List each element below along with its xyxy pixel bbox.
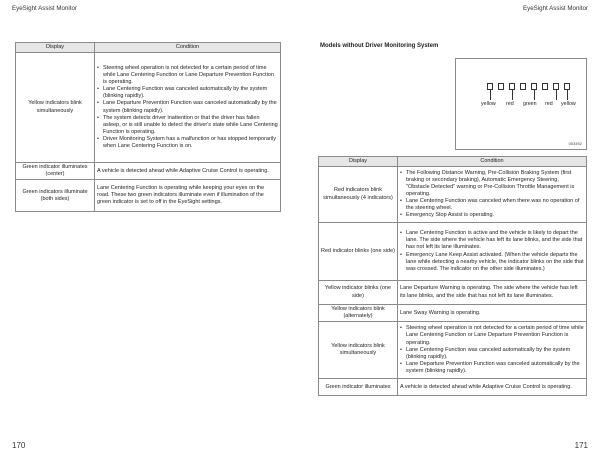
condition-cell: [95, 53, 281, 163]
condition-item: • Emergency Lane Keep Assist activated. (When the vehicle departs the lane while detecting a nearby vehicle, the indicator blinks on the side that was crossed. The indicator on the other side illuminates.): [400, 252, 584, 273]
condition-item: • Lane Departure Prevention Function was canceled automatically by the system (blinking rapidly).: [97, 100, 278, 114]
display-cell: Yellow indicator blinks (one side): [319, 281, 398, 305]
display-cell: Red indicators blink simultaneously (4 indicators): [319, 167, 398, 223]
display-cell: Yellow indicators blink simultaneously: [319, 322, 398, 379]
indicator-label-red: red: [545, 101, 553, 107]
condition-item: • Driver Monitoring System has a malfunction or has stopped temporarily when Lane Centering Function is on.: [97, 136, 278, 150]
column-header-condition: Condition: [95, 43, 281, 53]
section-title: Models without Driver Monitoring System: [320, 43, 439, 49]
condition-item: • Lane Departure Prevention Function was canceled automatically by the system (blinking rapidly).: [400, 361, 584, 375]
condition-cell: A vehicle is detected ahead while Adaptive Cruise Control is operating.: [398, 379, 587, 396]
display-cell: Green indicator illuminates (center): [16, 163, 95, 180]
condition-item: • Lane Centering Function was canceled when there was no operation of the steering wheel.: [400, 198, 584, 212]
right-page-number: 171: [574, 441, 588, 450]
display-cell: Green indicators illuminate (both sides): [16, 180, 95, 212]
table-header-row: [16, 43, 281, 53]
red-indicator-lamp: [553, 83, 559, 90]
table-row: [319, 223, 587, 281]
column-header-display: Display: [319, 157, 398, 167]
red-indicator-lamp: [542, 83, 548, 90]
condition-item: • The system detects driver inattention or that the driver has fallen asleep, or is still unable to detect the driver's state while Lane Centering Function is operating.: [97, 115, 278, 136]
condition-cell: [398, 223, 587, 281]
yellow-indicator-lamp: [564, 83, 570, 90]
indicator-diagram: [455, 58, 587, 150]
condition-cell: [398, 322, 587, 379]
left-page-header: EyeSight Assist Monitor: [12, 5, 77, 12]
display-cell: Red indicator blinks (one side): [319, 223, 398, 281]
condition-cell: A vehicle is detected ahead while Adaptive Cruise Control is operating.: [95, 163, 281, 180]
display-cell: Yellow indicators blink (alternately): [319, 305, 398, 322]
left-indicator-table: [15, 42, 281, 212]
table-row: [16, 53, 281, 163]
green-indicator-lamp: [531, 83, 537, 90]
condition-list: [400, 230, 584, 273]
leader-line: [534, 90, 535, 100]
condition-cell: Lane Centering Function is operating while keeping your eyes on the road. These two green indicators illuminate even if illumination of the green indicator is set to off in the EyeSight settings.: [95, 180, 281, 212]
table-row: [319, 305, 587, 322]
table-row: [16, 180, 281, 212]
condition-list: [400, 170, 584, 220]
condition-item: • Lane Centering Function was canceled automatically by the system (blinking rapidly).: [400, 347, 584, 361]
right-indicator-table: [318, 156, 587, 396]
right-page-header: EyeSight Assist Monitor: [523, 5, 588, 12]
table-row: [319, 322, 587, 379]
condition-cell: Lane Departure Warning is operating. The side where the vehicle has left its lane blinks, and the side that has not left its lane illuminates.: [398, 281, 587, 305]
table-header-row: [319, 157, 587, 167]
table-row: [319, 167, 587, 223]
condition-item: • Steering wheel operation is not detected for a certain period of time while Lane Centering Function or Lane Departure Prevention Function is operating.: [97, 65, 278, 86]
figure-code: 003492: [568, 141, 582, 146]
condition-cell: Lane Sway Warning is operating.: [398, 305, 587, 322]
condition-list: [400, 325, 584, 375]
yellow-indicator-lamp: [498, 83, 504, 90]
column-header-condition: Condition: [398, 157, 587, 167]
left-page-number: 170: [12, 441, 26, 450]
leader-line: [512, 90, 513, 100]
display-cell: Green indicator illuminates: [319, 379, 398, 396]
display-cell: Yellow indicators blink simultaneously: [16, 53, 95, 163]
leader-line: [567, 90, 568, 100]
condition-item: • Lane Centering Function was canceled automatically by the system (blinking rapidly).: [97, 86, 278, 100]
indicator-label-red: red: [506, 101, 514, 107]
table-row: [319, 379, 587, 396]
red-indicator-lamp: [509, 83, 515, 90]
column-header-display: Display: [16, 43, 95, 53]
table-row: [16, 163, 281, 180]
leader-line: [490, 90, 491, 100]
condition-list: [97, 65, 278, 151]
condition-item: • The Following Distance Warning, Pre-Collision Braking System (first braking or secondary braking), Automatic Emergency Steering, "Obstacle Detected" warning or Pre-Collision Throttle Management is operating.: [400, 170, 584, 199]
table-row: [319, 281, 587, 305]
yellow-indicator-lamp: [487, 83, 493, 90]
indicator-label-yellow: yellow: [481, 101, 496, 107]
indicator-label-green: green: [523, 101, 537, 107]
condition-item: • Emergency Stop Assist is operating.: [400, 212, 584, 219]
red-indicator-lamp: [520, 83, 526, 90]
indicator-label-yellow: yellow: [561, 101, 576, 107]
condition-cell: [398, 167, 587, 223]
condition-item: • Lane Centering Function is active and the vehicle is likely to depart the lane. The side where the vehicle has left its lane blinks, and the side that has not left its lane illuminates.: [400, 230, 584, 251]
leader-line: [556, 90, 557, 100]
condition-item: • Steering wheel operation is not detected for a certain period of time while Lane Centering Function or Lane Departure Prevention Function is operating.: [400, 325, 584, 346]
